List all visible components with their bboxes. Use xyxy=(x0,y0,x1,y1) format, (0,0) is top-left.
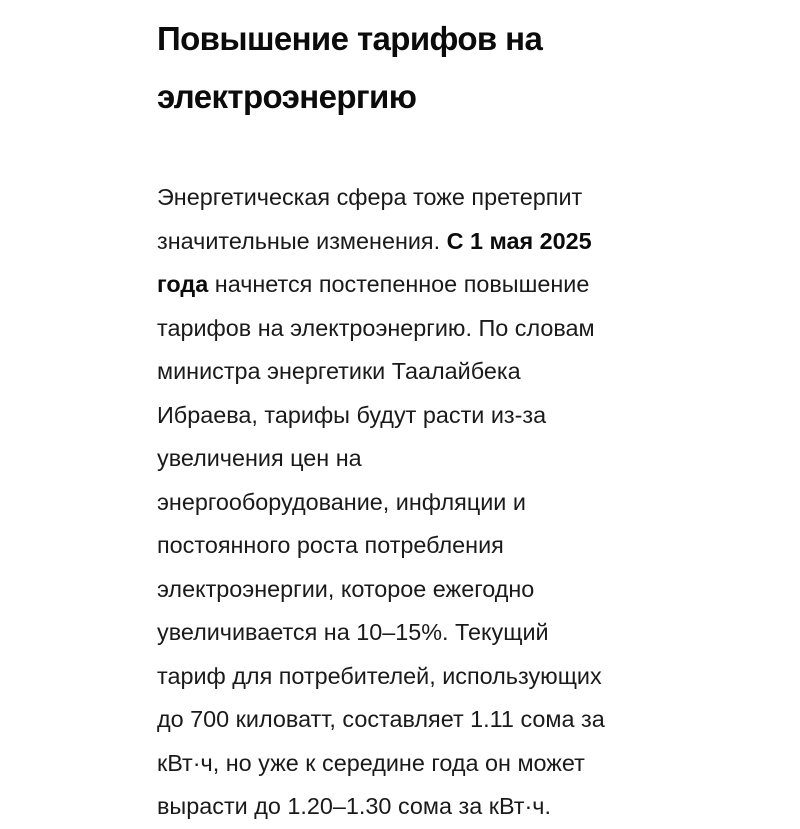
paragraph-text: начнется постепенное повышение xyxy=(208,271,590,297)
paragraph-line: кВт·ч, но уже к середине года он может xyxy=(157,749,585,776)
paragraph-line: постоянного роста потребления xyxy=(157,532,504,558)
paragraph-line: до 700 киловатт, составляет 1.11 сома за xyxy=(157,706,605,732)
paragraph-line: вырасти до 1.20–1.30 сома за кВт·ч. xyxy=(157,793,551,819)
paragraph-text: значительные изменения. xyxy=(157,227,447,254)
highlighted-date-end: года xyxy=(157,271,209,297)
paragraph-line: тарифов на электроэнергию. По словам xyxy=(157,314,595,341)
paragraph-line: министра энергетики Таалайбека xyxy=(157,358,521,384)
paragraph-line: электроэнергии, которое ежегодно xyxy=(157,575,535,602)
paragraph-line xyxy=(157,263,787,307)
paragraph-line xyxy=(157,220,787,264)
paragraph-line: тариф для потребителей, использующих xyxy=(157,662,602,689)
paragraph-line: Энергетическая сфера тоже претерпит xyxy=(157,184,583,210)
highlighted-date: С 1 мая 2025 xyxy=(446,227,592,254)
title-line: электроэнергию xyxy=(157,78,417,115)
article-paragraph xyxy=(157,176,787,829)
paragraph-line: увеличения цен на xyxy=(157,445,362,471)
article-title xyxy=(157,10,787,126)
article xyxy=(157,10,787,829)
paragraph-line: энергооборудование, инфляции и xyxy=(157,488,526,515)
paragraph-line: увеличивается на 10–15%. Текущий xyxy=(157,619,549,645)
title-line: Повышение тарифов на xyxy=(157,20,543,57)
paragraph-line: Ибраева, тарифы будут расти из-за xyxy=(157,401,547,428)
